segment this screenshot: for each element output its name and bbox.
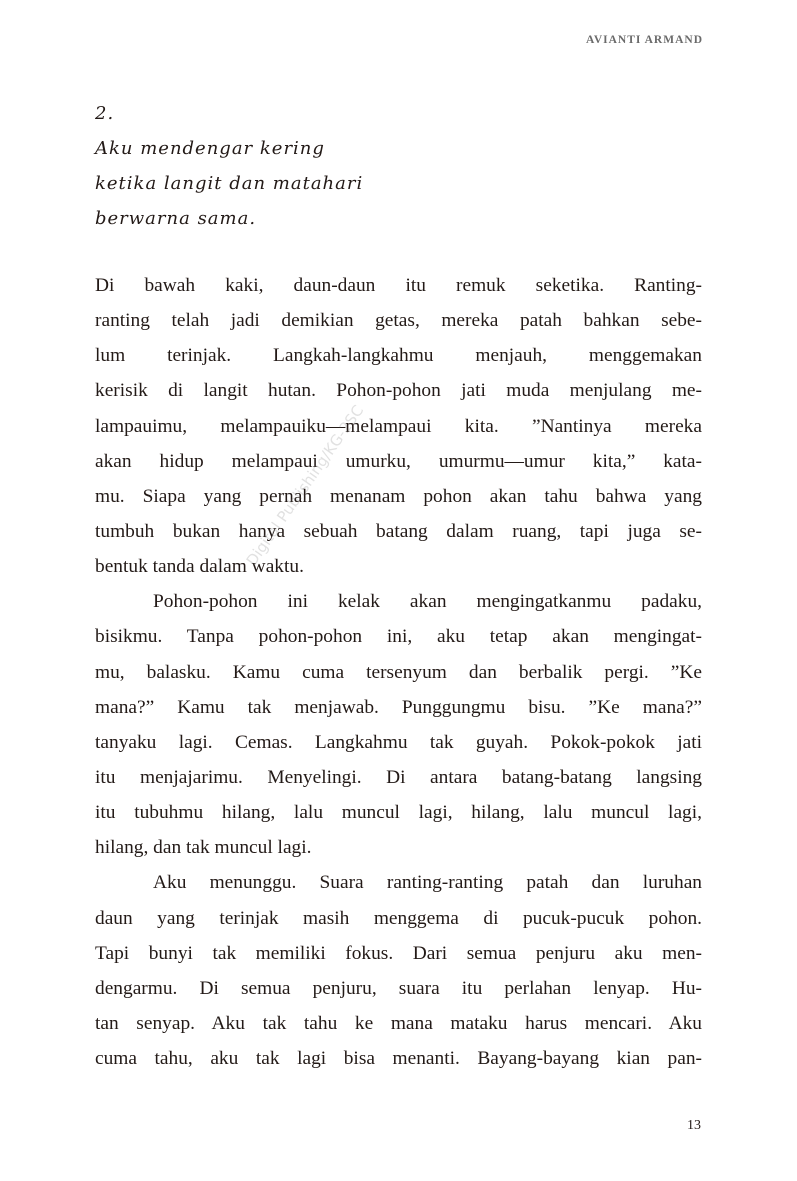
text-line: tan senyap. Aku tak tahu ke mana mataku harus mencari. Aku	[95, 1012, 702, 1034]
text-line: mana?” Kamu tak menjawab. Punggungmu bisu. ”Ke mana?”	[95, 696, 702, 718]
text-line: itu tubuhmu hilang, lalu muncul lagi, hilang, lalu muncul lagi,	[95, 802, 702, 824]
poem-line: berwarna sama.	[95, 208, 257, 229]
page-number: 13	[687, 1118, 701, 1133]
text-line: ranting telah jadi demikian getas, mereka patah bahkan sebe-	[95, 310, 702, 332]
text-line: hilang, dan tak muncul lagi.	[95, 837, 312, 859]
text-line: bisikmu. Tanpa pohon-pohon ini, aku tetap akan mengingat-	[95, 626, 702, 648]
poem-epigraph	[95, 96, 363, 236]
watermark: Digital Publishing/KG-2SC	[242, 401, 368, 570]
text-line: tanyaku lagi. Cemas. Langkahmu tak guyah. Pokok-pokok jati	[95, 731, 702, 753]
text-line: dengarmu. Di semua penjuru, suara itu perlahan lenyap. Hu-	[95, 977, 702, 999]
poem-line: ketika langit dan matahari	[95, 173, 364, 194]
text-line: lampauimu, melampauiku—melampaui kita. ”Nantinya mereka	[95, 415, 702, 437]
body-text	[95, 268, 702, 1076]
text-line: bentuk tanda dalam waktu.	[95, 556, 304, 578]
text-line: lum terinjak. Langkah-langkahmu menjauh, menggemakan	[95, 345, 702, 367]
text-line: mu. Siapa yang pernah menanam pohon akan tahu bahwa yang	[95, 485, 702, 507]
text-line: cuma tahu, aku tak lagi bisa menanti. Bayang-bayang kian pan-	[95, 1048, 702, 1070]
poem-line: Aku mendengar kering	[95, 138, 325, 159]
text-line: kerisik di langit hutan. Pohon-pohon jati muda menjulang me-	[95, 380, 702, 402]
text-line: Pohon-pohon ini kelak akan mengingatkanmu padaku,	[153, 591, 702, 613]
text-line: daun yang terinjak masih menggema di pucuk-pucuk pohon.	[95, 907, 702, 929]
text-line: Di bawah kaki, daun-daun itu remuk seketika. Ranting-	[95, 275, 702, 296]
poem-number: 2.	[95, 103, 115, 124]
text-line: akan hidup melampaui umurku, umurmu—umur kita,” kata-	[95, 450, 702, 472]
text-line: Tapi bunyi tak memiliki fokus. Dari semua penjuru aku men-	[95, 942, 702, 964]
text-line: itu menjajarimu. Menyelingi. Di antara batang-batang langsing	[95, 766, 702, 788]
text-line: Aku menunggu. Suara ranting-ranting patah dan luruhan	[153, 872, 702, 894]
text-line: tumbuh bukan hanya sebuah batang dalam ruang, tapi juga se-	[95, 520, 702, 542]
text-line: mu, balasku. Kamu cuma tersenyum dan berbalik pergi. ”Ke	[95, 661, 702, 683]
running-head-author: AVIANTI ARMAND	[586, 34, 703, 46]
